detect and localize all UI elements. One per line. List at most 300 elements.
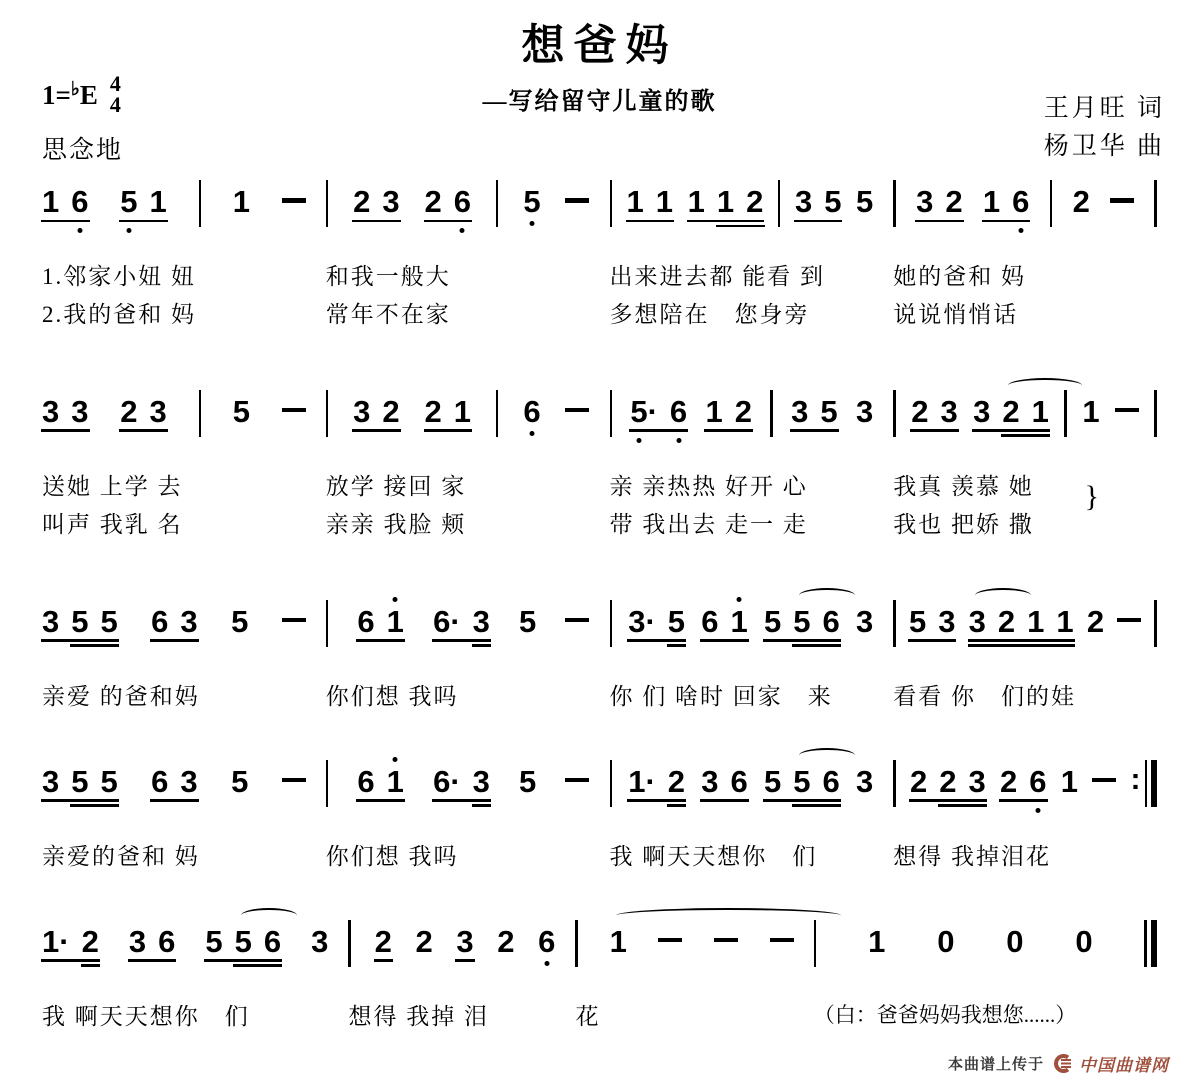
- note: 1: [655, 184, 674, 219]
- note: 1: [149, 184, 167, 219]
- eighth-underline: [119, 220, 168, 223]
- notes-row: [322, 603, 606, 664]
- note: 5: [820, 393, 838, 429]
- beam-group: [908, 603, 956, 648]
- dash-line: [282, 618, 306, 623]
- lyric-line: 带 我出去 走一 走: [609, 511, 808, 537]
- sixteenth-underline: [716, 225, 765, 228]
- lyric-line: 亲爱 的爸和妈: [42, 683, 200, 709]
- note: 2: [1000, 763, 1018, 799]
- lyrics-block: [38, 468, 322, 544]
- beam-group: [630, 393, 688, 438]
- eighth-underline: [999, 799, 1048, 802]
- barline: [893, 180, 896, 227]
- qupu-logo-icon: [1051, 1054, 1072, 1073]
- eighth-underline: [352, 220, 401, 223]
- watermark-text: 本曲谱上传于: [947, 1056, 1044, 1073]
- score: [0, 180, 1199, 1036]
- note: 6: [158, 923, 176, 959]
- barline: [199, 390, 202, 437]
- note: 1: [232, 184, 250, 219]
- score-system: [0, 186, 1199, 334]
- thick-bar: [1151, 920, 1157, 967]
- lyrics-block: [322, 838, 606, 876]
- lyrics-block: [889, 678, 1173, 716]
- note: 5: [519, 603, 537, 639]
- eighth-underline: [424, 429, 473, 432]
- note: 2: [374, 923, 392, 959]
- notes-row: [889, 603, 1173, 664]
- note: 3: [456, 923, 474, 959]
- sixteenth-underline: [938, 804, 987, 807]
- lyric-line: 出来进去都 能看 到: [609, 264, 825, 289]
- sixteenth-underline: [667, 804, 686, 807]
- eighth-underline: [204, 959, 282, 962]
- repeat-dots: :: [1130, 763, 1141, 797]
- beam-group: [424, 393, 472, 438]
- note: 2: [120, 393, 138, 429]
- eighth-underline: [972, 429, 1050, 432]
- lyric-line: 我也 把娇 撒: [893, 511, 1034, 537]
- lyrics-block: [606, 468, 890, 544]
- note: 5: [100, 603, 118, 639]
- note: 2: [910, 763, 928, 799]
- note: 1: [453, 393, 472, 429]
- notes-row: [322, 763, 606, 824]
- beam-group: [763, 603, 840, 648]
- eighth-underline: [374, 959, 393, 962]
- note: 5: [235, 926, 252, 957]
- eighth-underline: [910, 429, 959, 432]
- lyric-line: 我 啊天天想你 们: [42, 1003, 250, 1029]
- notes-row: [38, 763, 322, 824]
- note: 3: [42, 393, 60, 429]
- score-system: [0, 923, 1199, 1036]
- note: 6: [523, 396, 540, 427]
- barline: [610, 180, 613, 227]
- measure-column: [606, 393, 890, 544]
- note: 5·: [630, 396, 658, 427]
- note: 5: [855, 184, 874, 219]
- lyric-line: 和我一般大: [325, 264, 451, 289]
- note: 2: [497, 923, 515, 959]
- note: 5: [763, 603, 782, 639]
- barline: [610, 390, 613, 437]
- dash-line: [714, 938, 738, 943]
- octave-dot-below: [126, 228, 131, 233]
- note: 2: [1002, 396, 1019, 427]
- eighth-underline: [41, 799, 119, 802]
- lyric-line: 我真 羡慕 她: [893, 473, 1034, 499]
- barline: [326, 600, 329, 647]
- lyrics-block: [38, 258, 322, 334]
- lyric-line: 放学 接回 家: [325, 473, 467, 499]
- measure-column: [810, 923, 1173, 1036]
- eighth-underline: [763, 639, 841, 642]
- sixteenth-underline: [1001, 434, 1050, 437]
- note: 3: [791, 393, 809, 429]
- octave-dot-above: [393, 757, 398, 762]
- eighth-underline: [424, 220, 473, 223]
- note: 1: [1082, 393, 1100, 429]
- barline: [496, 390, 499, 437]
- eighth-underline: [119, 429, 168, 432]
- lyric-line: 2.我的爸和 妈: [42, 301, 196, 327]
- dash-line: [282, 778, 306, 783]
- sixteenth-underline: [667, 644, 686, 647]
- sixteenth-underline: [233, 964, 282, 967]
- note: 5: [71, 603, 89, 639]
- lyrics-block: [38, 678, 322, 716]
- note: 5: [231, 763, 249, 799]
- measure-column: [606, 603, 890, 716]
- eighth-underline: [687, 220, 765, 223]
- measure-column: [322, 603, 606, 716]
- beam-group: [628, 763, 686, 808]
- lyric-line: 亲爱的爸和 妈: [42, 843, 200, 869]
- eighth-underline: [700, 799, 749, 802]
- beam-group: [425, 186, 472, 228]
- lyric-line: 亲 亲热热 好开 心: [609, 473, 808, 499]
- note: 1·: [42, 923, 70, 959]
- notes-row: [38, 923, 344, 984]
- lyrics-block: [606, 258, 890, 334]
- barline: [496, 180, 499, 227]
- lyrics-block: [38, 998, 344, 1036]
- note: 3: [180, 603, 198, 639]
- note: 3: [311, 923, 329, 959]
- lyric-line: 叫声 我乳 名: [42, 511, 183, 537]
- beam-group: [627, 186, 674, 228]
- beam-group: [433, 603, 490, 648]
- note: 2: [81, 923, 99, 959]
- note: 1: [387, 766, 404, 797]
- note: 1: [705, 393, 723, 429]
- lyric-line: 我 啊天天想你 们: [609, 843, 818, 869]
- lyric-line: 你 们 啥时 回家 来: [609, 683, 833, 709]
- note: 3: [42, 763, 60, 799]
- thin-bar: [1144, 920, 1147, 967]
- note: 3: [855, 763, 874, 799]
- note: 5: [908, 603, 927, 639]
- note: 1: [1031, 393, 1049, 429]
- eighth-underline: [128, 959, 177, 962]
- barline: [326, 180, 329, 227]
- beam-group: [353, 393, 400, 438]
- note: 0: [1075, 923, 1093, 959]
- note: 5: [763, 763, 782, 799]
- octave-dot-below: [1035, 808, 1040, 813]
- note: 5: [667, 603, 686, 639]
- time-signature: [109, 71, 121, 117]
- lyrics-block: [38, 838, 322, 876]
- score-system: [0, 393, 1199, 544]
- barline: [1064, 390, 1067, 437]
- song-subtitle: —写给留守儿童的歌: [482, 89, 717, 115]
- final-barline: [1144, 920, 1157, 967]
- note: 3: [128, 923, 147, 959]
- eighth-underline: [41, 959, 100, 962]
- measure-column: [889, 393, 1173, 544]
- note: 6: [822, 603, 840, 639]
- augmentation-dot: ·: [59, 923, 70, 959]
- beam-group: [151, 603, 198, 648]
- lyric-line: 常年不在家: [325, 301, 451, 327]
- barline: [575, 920, 578, 967]
- dash-line: [565, 778, 589, 783]
- note: 5: [824, 184, 842, 219]
- key-letter: E: [79, 79, 98, 110]
- eighth-underline: [629, 429, 688, 432]
- note: 5: [205, 923, 223, 959]
- notes-row: [606, 186, 890, 244]
- barline: [770, 390, 773, 437]
- measure-column: [38, 186, 322, 334]
- beam-group: [42, 763, 118, 808]
- slur-arc: [616, 908, 841, 923]
- note: 1: [731, 606, 748, 637]
- note: 2: [997, 603, 1016, 639]
- lyric-line: 看看 你 们的娃: [893, 683, 1076, 709]
- note: 3: [916, 184, 934, 219]
- note: 3: [382, 184, 400, 219]
- eighth-underline: [626, 220, 675, 223]
- eighth-underline: [41, 220, 90, 223]
- note: 3: [940, 393, 958, 429]
- barline: [893, 760, 896, 807]
- note: 1: [626, 184, 644, 219]
- notes-row: [606, 603, 890, 664]
- eighth-underline: [356, 799, 405, 802]
- octave-dot-below: [676, 438, 681, 443]
- barline: [814, 920, 817, 967]
- note: 3: [969, 606, 986, 637]
- slur-arc: [241, 908, 297, 923]
- note: 3: [701, 763, 719, 799]
- beam-group: [205, 923, 282, 968]
- measure-column: [344, 923, 571, 1036]
- song-title: 想爸妈: [521, 23, 678, 70]
- sixteenth-underline: [81, 964, 100, 967]
- measure-column: [606, 763, 890, 876]
- beam-group: [42, 186, 89, 228]
- octave-dot-below: [529, 431, 534, 436]
- beam-group: [120, 186, 167, 228]
- header: [0, 0, 1199, 180]
- note: 1: [868, 923, 886, 959]
- octave-dot-below: [544, 961, 549, 966]
- note: 6·: [433, 603, 461, 639]
- eighth-underline: [432, 639, 491, 642]
- beam-group: [1000, 763, 1047, 808]
- barline: [893, 390, 896, 437]
- eighth-underline: [704, 429, 753, 432]
- lyric-line: 你们想 我吗: [325, 843, 459, 869]
- credits: [1044, 90, 1165, 165]
- beam-group: [374, 923, 392, 968]
- composer: 杨卫华 曲: [1043, 132, 1165, 160]
- score-system: [0, 763, 1199, 876]
- beam-group: [433, 763, 490, 808]
- eighth-underline: [150, 799, 199, 802]
- notes-row: [889, 393, 1173, 454]
- beam-group: [973, 393, 1049, 438]
- barline: [1050, 180, 1053, 227]
- slur-arc: [799, 588, 855, 603]
- eighth-underline: [352, 429, 401, 432]
- notes-row: [889, 763, 1173, 824]
- lyric-line: 1.邻家小妞 妞: [42, 264, 196, 289]
- note: 3: [71, 393, 89, 429]
- beam-group: [120, 393, 167, 438]
- dash-line: [565, 198, 589, 203]
- lyrics-block: [889, 258, 1173, 334]
- lyrics-block: [889, 468, 1173, 544]
- time-upper: 4: [109, 71, 121, 96]
- note: 3: [794, 184, 813, 219]
- note: 5: [231, 603, 249, 639]
- repeat-barline: [1131, 760, 1158, 807]
- note: 6: [670, 396, 687, 427]
- notes-row: [38, 186, 322, 244]
- dash-line: [1110, 198, 1134, 203]
- note: 2: [1086, 603, 1105, 639]
- beam-group: [983, 186, 1030, 228]
- beam-group: [910, 763, 986, 808]
- note: 1: [610, 926, 627, 957]
- barline: [778, 180, 781, 227]
- barline: [348, 920, 351, 967]
- barline: [199, 180, 202, 227]
- lyric-line: 说说悄悄话: [893, 301, 1019, 327]
- note: 3: [968, 763, 986, 799]
- barline: [893, 600, 896, 647]
- note: 3: [855, 393, 874, 429]
- note: 6: [454, 186, 471, 217]
- octave-dot-below: [77, 228, 82, 233]
- measure-column: [322, 186, 606, 334]
- note: 3: [973, 393, 991, 429]
- note: 5: [793, 606, 810, 637]
- lyrics-block: [322, 468, 606, 544]
- note: 2: [911, 393, 929, 429]
- notes-row: [606, 393, 890, 454]
- lyric-line: 想得 我掉 泪: [348, 1003, 489, 1029]
- time-lower: 4: [109, 91, 121, 117]
- notes-row: [606, 763, 890, 824]
- thick-bar: [1151, 760, 1157, 807]
- measure-column: [889, 186, 1173, 334]
- eighth-underline: [700, 639, 749, 642]
- notes-row: [322, 186, 606, 244]
- lyric-line: 你们想 我吗: [325, 683, 459, 709]
- beam-group: [42, 393, 89, 438]
- note: 5: [793, 766, 810, 797]
- note: 5: [100, 763, 118, 799]
- barline: [1154, 390, 1157, 437]
- eighth-underline: [455, 959, 474, 962]
- lyric-line: 多想陪在 您身旁: [609, 301, 810, 327]
- note: 2: [353, 184, 371, 219]
- notes-row: [38, 393, 322, 454]
- note: 2: [424, 393, 442, 429]
- note: 1: [1027, 603, 1045, 639]
- dash-line: [282, 198, 306, 203]
- lyric-line: 送她 上学 去: [42, 473, 183, 499]
- thin-bar: [1145, 760, 1148, 807]
- lyric-line: 亲亲 我脸 颊: [325, 511, 467, 537]
- lyrics-block: [606, 678, 890, 716]
- measure-column: [571, 923, 809, 1036]
- note: 2: [1072, 184, 1090, 219]
- augmentation-dot: ·: [450, 603, 461, 639]
- octave-dot-below: [637, 438, 642, 443]
- barline: [610, 600, 613, 647]
- sixteenth-underline: [792, 804, 841, 807]
- note: 5: [120, 186, 137, 217]
- note: 3: [472, 603, 490, 639]
- eighth-underline: [627, 799, 686, 802]
- measure-column: [889, 763, 1173, 876]
- octave-dot-below: [460, 228, 465, 233]
- note: 6: [357, 603, 375, 639]
- octave-dot-below: [529, 221, 534, 226]
- note: 6·: [433, 763, 461, 799]
- lyrics-block: [322, 258, 606, 334]
- sixteenth-underline: [968, 644, 1075, 647]
- eighth-underline: [790, 429, 839, 432]
- note: 1: [687, 184, 705, 219]
- measure-column: [38, 603, 322, 716]
- note: 5: [71, 763, 89, 799]
- beam-group: [763, 763, 840, 808]
- beam-group: [911, 393, 958, 438]
- measure-column: [322, 763, 606, 876]
- note: 1·: [628, 763, 656, 799]
- lyrics-block: [889, 838, 1173, 876]
- slur-arc: [1008, 378, 1082, 393]
- note: 0: [1006, 923, 1024, 959]
- dash-line: [658, 938, 682, 943]
- dash-line: [1115, 408, 1139, 413]
- key-prefix: 1=: [42, 79, 71, 110]
- eighth-underline: [432, 799, 491, 802]
- beam-group: [628, 603, 686, 648]
- dash-line: [1117, 618, 1141, 623]
- sixteenth-underline: [70, 644, 119, 647]
- note: 6: [357, 763, 375, 799]
- note: 2: [667, 763, 686, 799]
- note: 6: [730, 763, 748, 799]
- lyrics-block: [344, 998, 571, 1036]
- note: 6: [822, 763, 840, 799]
- barline: [326, 760, 329, 807]
- note: 2: [945, 184, 963, 219]
- measure-column: [38, 923, 344, 1036]
- notes-row: [810, 923, 1173, 984]
- note: 1: [982, 184, 1001, 219]
- eighth-underline: [763, 799, 841, 802]
- note: 5: [232, 393, 250, 429]
- beam-group: [688, 186, 764, 228]
- beam-group: [151, 763, 198, 808]
- slur-arc: [975, 588, 1031, 603]
- note: 6: [71, 186, 88, 217]
- dash-line: [1092, 778, 1116, 783]
- beam-group: [357, 603, 404, 648]
- note: 3: [472, 763, 490, 799]
- beam-group: [456, 923, 474, 968]
